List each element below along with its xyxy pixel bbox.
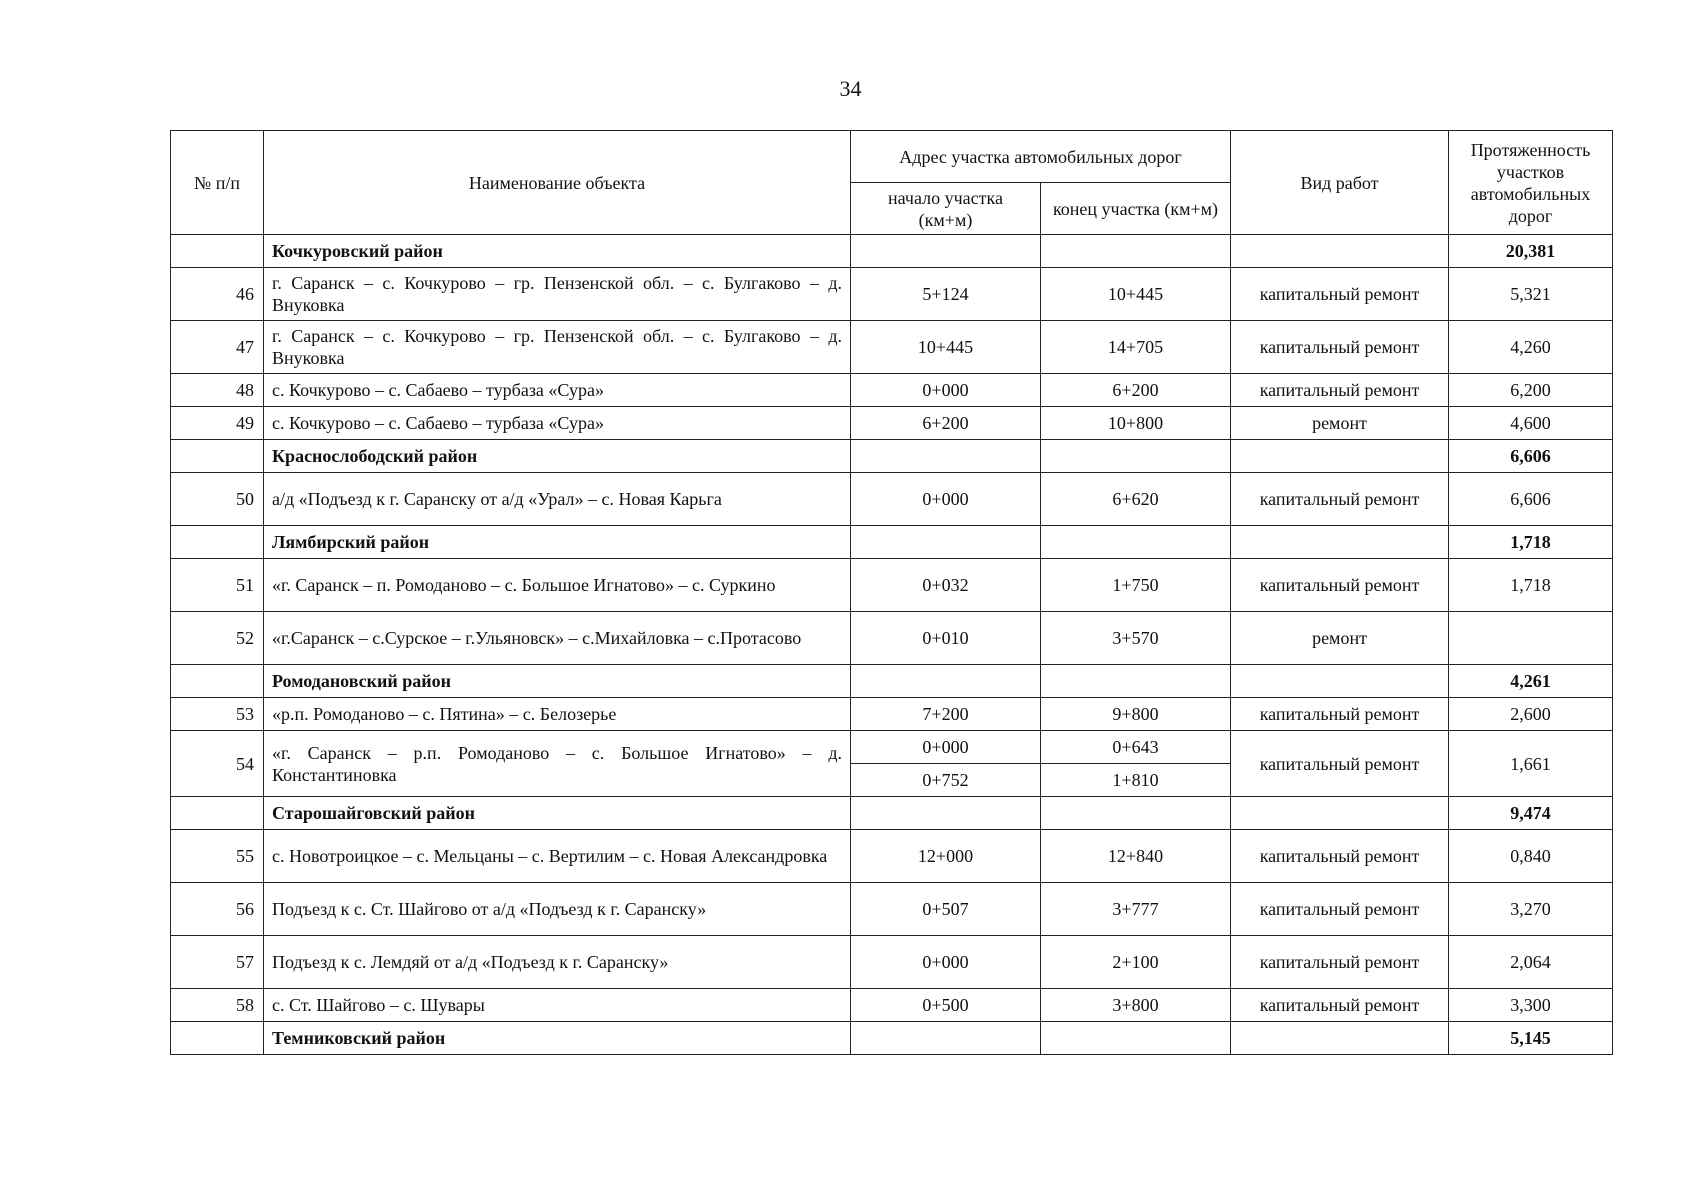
district-total-length: 5,145	[1449, 1022, 1613, 1055]
section-end: 10+800	[1041, 407, 1231, 440]
district-name: Ромодановский район	[264, 665, 851, 698]
section-start: 0+507	[851, 883, 1041, 936]
work-type: капитальный ремонт	[1231, 883, 1449, 936]
section-end: 14+705	[1041, 321, 1231, 374]
section-length	[1449, 612, 1613, 665]
header-length: Протяженность участков автомобильных дорог	[1449, 131, 1613, 235]
work-type: капитальный ремонт	[1231, 989, 1449, 1022]
section-end: 3+800	[1041, 989, 1231, 1022]
section-end-cell	[1041, 665, 1231, 698]
work-type: капитальный ремонт	[1231, 374, 1449, 407]
district-total-length: 4,261	[1449, 665, 1613, 698]
section-length: 6,200	[1449, 374, 1613, 407]
work-type-cell	[1231, 797, 1449, 830]
work-type-cell	[1231, 665, 1449, 698]
row-number: 49	[171, 407, 264, 440]
row-number-cell	[171, 440, 264, 473]
section-end-cell	[1041, 1022, 1231, 1055]
table-row	[171, 268, 1613, 321]
table-row	[171, 989, 1613, 1022]
section-end-2: 1+810	[1041, 764, 1231, 797]
section-start: 0+000	[851, 374, 1041, 407]
row-number: 57	[171, 936, 264, 989]
section-end: 12+840	[1041, 830, 1231, 883]
district-row	[171, 1022, 1613, 1055]
row-number-cell	[171, 235, 264, 268]
work-type: ремонт	[1231, 612, 1449, 665]
object-name: с. Кочкурово – с. Сабаево – турбаза «Сура»	[264, 374, 851, 407]
row-number-cell	[171, 1022, 264, 1055]
section-start: 6+200	[851, 407, 1041, 440]
header-section-start: начало участка (км+м)	[851, 183, 1041, 235]
district-total-length: 6,606	[1449, 440, 1613, 473]
row-number-cell	[171, 665, 264, 698]
section-end-cell	[1041, 440, 1231, 473]
district-total-length: 20,381	[1449, 235, 1613, 268]
table-body	[171, 235, 1613, 1055]
table-row	[171, 883, 1613, 936]
district-row	[171, 526, 1613, 559]
work-type: капитальный ремонт	[1231, 936, 1449, 989]
district-name: Старошайговский район	[264, 797, 851, 830]
object-name: а/д «Подъезд к г. Саранску от а/д «Урал» – с. Новая Карьга	[264, 473, 851, 526]
header-number: № п/п	[171, 131, 264, 235]
section-length: 0,840	[1449, 830, 1613, 883]
district-row	[171, 235, 1613, 268]
object-name: «р.п. Ромоданово – с. Пятина» – с. Белозерье	[264, 698, 851, 731]
table-row	[171, 612, 1613, 665]
object-name: Подъезд к с. Ст. Шайгово от а/д «Подъезд к г. Саранску»	[264, 883, 851, 936]
row-number: 51	[171, 559, 264, 612]
section-start: 5+124	[851, 268, 1041, 321]
district-total-length: 1,718	[1449, 526, 1613, 559]
object-name: Подъезд к с. Лемдяй от а/д «Подъезд к г. Саранску»	[264, 936, 851, 989]
row-number-cell	[171, 797, 264, 830]
section-end-cell	[1041, 797, 1231, 830]
section-end: 3+777	[1041, 883, 1231, 936]
table-header	[171, 131, 1613, 235]
object-name: с. Кочкурово – с. Сабаево – турбаза «Сура»	[264, 407, 851, 440]
header-object-name: Наименование объекта	[264, 131, 851, 235]
section-start: 10+445	[851, 321, 1041, 374]
section-length: 1,661	[1449, 731, 1613, 797]
section-length: 3,270	[1449, 883, 1613, 936]
page-number: 34	[839, 76, 862, 101]
district-row	[171, 440, 1613, 473]
row-number: 53	[171, 698, 264, 731]
row-number: 58	[171, 989, 264, 1022]
section-start-cell	[851, 797, 1041, 830]
section-end: 9+800	[1041, 698, 1231, 731]
section-length: 3,300	[1449, 989, 1613, 1022]
section-start: 0+000	[851, 936, 1041, 989]
table-row	[171, 830, 1613, 883]
work-type-cell	[1231, 235, 1449, 268]
section-end: 10+445	[1041, 268, 1231, 321]
section-length: 2,064	[1449, 936, 1613, 989]
district-row	[171, 665, 1613, 698]
work-type-cell	[1231, 440, 1449, 473]
section-end: 1+750	[1041, 559, 1231, 612]
section-length: 5,321	[1449, 268, 1613, 321]
district-name: Краснослободский район	[264, 440, 851, 473]
section-length: 2,600	[1449, 698, 1613, 731]
district-name: Лямбирский район	[264, 526, 851, 559]
section-length: 4,260	[1449, 321, 1613, 374]
object-name: г. Саранск – с. Кочкурово – гр. Пензенской обл. – с. Булгаково – д. Внуковка	[264, 268, 851, 321]
work-type: ремонт	[1231, 407, 1449, 440]
row-number: 56	[171, 883, 264, 936]
section-end: 0+643	[1041, 731, 1231, 764]
section-start: 0+000	[851, 473, 1041, 526]
section-start-cell	[851, 1022, 1041, 1055]
district-row	[171, 797, 1613, 830]
row-number: 47	[171, 321, 264, 374]
work-type: капитальный ремонт	[1231, 321, 1449, 374]
work-type: капитальный ремонт	[1231, 830, 1449, 883]
table-row	[171, 374, 1613, 407]
header-section-end: конец участка (км+м)	[1041, 183, 1231, 235]
row-number: 52	[171, 612, 264, 665]
section-end-cell	[1041, 235, 1231, 268]
section-length: 1,718	[1449, 559, 1613, 612]
row-number: 46	[171, 268, 264, 321]
table-row	[171, 698, 1613, 731]
work-type: капитальный ремонт	[1231, 473, 1449, 526]
section-end: 3+570	[1041, 612, 1231, 665]
work-type: капитальный ремонт	[1231, 268, 1449, 321]
header-work-type: Вид работ	[1231, 131, 1449, 235]
object-name: г. Саранск – с. Кочкурово – гр. Пензенской обл. – с. Булгаково – д. Внуковка	[264, 321, 851, 374]
section-start-cell	[851, 526, 1041, 559]
work-type-cell	[1231, 1022, 1449, 1055]
work-type: капитальный ремонт	[1231, 559, 1449, 612]
district-name: Кочкуровский район	[264, 235, 851, 268]
work-type: капитальный ремонт	[1231, 731, 1449, 797]
section-end: 6+620	[1041, 473, 1231, 526]
work-type: капитальный ремонт	[1231, 698, 1449, 731]
table-row	[171, 559, 1613, 612]
object-name: «г. Саранск – р.п. Ромоданово – с. Большое Игнатово» – д. Константиновка	[264, 731, 851, 797]
row-number-cell	[171, 526, 264, 559]
section-start-cell	[851, 440, 1041, 473]
row-number: 48	[171, 374, 264, 407]
section-end-cell	[1041, 526, 1231, 559]
district-total-length: 9,474	[1449, 797, 1613, 830]
row-number: 50	[171, 473, 264, 526]
object-name: с. Новотроицкое – с. Мельцаны – с. Вертилим – с. Новая Александровка	[264, 830, 851, 883]
section-end: 6+200	[1041, 374, 1231, 407]
row-number: 55	[171, 830, 264, 883]
section-length: 6,606	[1449, 473, 1613, 526]
section-start: 0+000	[851, 731, 1041, 764]
road-works-table	[170, 130, 1613, 1055]
section-start-cell	[851, 235, 1041, 268]
section-start: 7+200	[851, 698, 1041, 731]
section-start: 0+010	[851, 612, 1041, 665]
table-row	[171, 407, 1613, 440]
object-name: с. Ст. Шайгово – с. Шувары	[264, 989, 851, 1022]
table-row	[171, 473, 1613, 526]
section-start: 12+000	[851, 830, 1041, 883]
table-row	[171, 936, 1613, 989]
table-row	[171, 321, 1613, 374]
object-name: «г. Саранск – п. Ромоданово – с. Большое Игнатово» – с. Суркино	[264, 559, 851, 612]
section-length: 4,600	[1449, 407, 1613, 440]
object-name: «г.Саранск – с.Сурское – г.Ульяновск» – с.Михайловка – с.Протасово	[264, 612, 851, 665]
header-address-group: Адрес участка автомобильных дорог	[851, 131, 1231, 183]
work-type-cell	[1231, 526, 1449, 559]
section-end: 2+100	[1041, 936, 1231, 989]
section-start: 0+500	[851, 989, 1041, 1022]
district-name: Темниковский район	[264, 1022, 851, 1055]
section-start-cell	[851, 665, 1041, 698]
section-start: 0+032	[851, 559, 1041, 612]
row-number: 54	[171, 731, 264, 797]
table-row	[171, 731, 1613, 764]
section-start-2: 0+752	[851, 764, 1041, 797]
